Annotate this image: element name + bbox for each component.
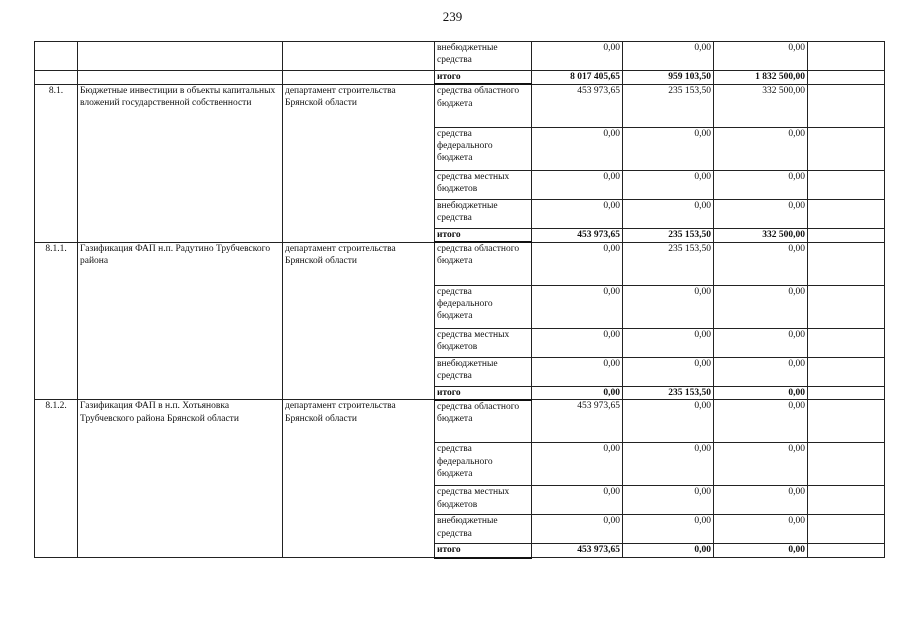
item-executor: департамент строительства Брянской области (283, 242, 435, 400)
source-cell: средства областного бюджета (435, 400, 532, 443)
extra-cell (808, 515, 885, 544)
source-row (35, 242, 885, 285)
value-cell: 0,00 (623, 443, 714, 486)
value-cell: 0,00 (623, 515, 714, 544)
value-cell: 0,00 (714, 486, 808, 515)
value-cell: 0,00 (532, 127, 623, 170)
source-row (35, 400, 885, 443)
value-cell: 332 500,00 (714, 84, 808, 127)
source-cell: внебюджетные средства (435, 357, 532, 386)
name-cell (78, 71, 283, 85)
extra-cell (808, 170, 885, 199)
extra-cell (808, 84, 885, 127)
value-cell: 453 973,65 (532, 544, 623, 558)
item-name: Бюджетные инвестиции в объекты капитальных вложений государственной собственности (78, 84, 283, 242)
extra-cell (808, 486, 885, 515)
extra-cell (808, 127, 885, 170)
value-cell: 0,00 (623, 400, 714, 443)
value-cell: 235 153,50 (623, 242, 714, 285)
value-cell: 0,00 (532, 285, 623, 328)
value-cell: 453 973,65 (532, 400, 623, 443)
executor-cell (283, 71, 435, 85)
value-cell: 235 153,50 (623, 84, 714, 127)
source-cell: итого (435, 71, 532, 85)
source-cell: внебюджетные средства (435, 199, 532, 228)
source-cell: средства местных бюджетов (435, 328, 532, 357)
source-cell: средства федерального бюджета (435, 443, 532, 486)
item-code: 8.1.1. (35, 242, 78, 400)
extra-cell (808, 285, 885, 328)
total-row (35, 71, 885, 85)
extra-cell (808, 71, 885, 85)
value-cell: 453 973,65 (532, 228, 623, 242)
value-cell: 1 832 500,00 (714, 71, 808, 85)
budget-table (34, 41, 885, 559)
extra-cell (808, 42, 885, 71)
value-cell: 0,00 (532, 486, 623, 515)
value-cell: 332 500,00 (714, 228, 808, 242)
value-cell: 0,00 (714, 127, 808, 170)
value-cell: 0,00 (623, 199, 714, 228)
value-cell: 0,00 (623, 127, 714, 170)
value-cell: 0,00 (714, 285, 808, 328)
extra-cell (808, 544, 885, 558)
item-name: Газификация ФАП в н.п. Хотьяновка Трубчевского района Брянской области (78, 400, 283, 558)
value-cell: 0,00 (532, 443, 623, 486)
extra-cell (808, 242, 885, 285)
value-cell: 0,00 (714, 328, 808, 357)
extra-cell (808, 228, 885, 242)
source-row (35, 42, 885, 71)
value-cell: 235 153,50 (623, 386, 714, 400)
value-cell: 0,00 (623, 42, 714, 71)
value-cell: 0,00 (714, 170, 808, 199)
source-cell: средства местных бюджетов (435, 486, 532, 515)
code-cell (35, 71, 78, 85)
value-cell: 0,00 (623, 328, 714, 357)
value-cell: 0,00 (532, 170, 623, 199)
value-cell: 0,00 (714, 357, 808, 386)
value-cell: 0,00 (714, 42, 808, 71)
source-cell: средства федерального бюджета (435, 127, 532, 170)
source-cell: итого (435, 228, 532, 242)
value-cell: 0,00 (532, 328, 623, 357)
extra-cell (808, 400, 885, 443)
value-cell: 0,00 (623, 357, 714, 386)
source-cell: итого (435, 386, 532, 400)
value-cell: 0,00 (714, 199, 808, 228)
extra-cell (808, 386, 885, 400)
value-cell: 0,00 (532, 515, 623, 544)
value-cell: 0,00 (532, 357, 623, 386)
source-cell: внебюджетные средства (435, 515, 532, 544)
value-cell: 0,00 (714, 443, 808, 486)
item-name: Газификация ФАП н.п. Радутино Трубчевского района (78, 242, 283, 400)
value-cell: 0,00 (623, 544, 714, 558)
value-cell: 8 017 405,65 (532, 71, 623, 85)
source-cell: средства областного бюджета (435, 84, 532, 127)
executor-cell (283, 42, 435, 71)
source-cell: средства местных бюджетов (435, 170, 532, 199)
value-cell: 0,00 (623, 170, 714, 199)
item-executor: департамент строительства Брянской области (283, 84, 435, 242)
source-cell: средства федерального бюджета (435, 285, 532, 328)
value-cell: 0,00 (714, 544, 808, 558)
value-cell: 0,00 (532, 42, 623, 71)
code-cell (35, 42, 78, 71)
value-cell: 0,00 (714, 400, 808, 443)
item-code: 8.1. (35, 84, 78, 242)
value-cell: 0,00 (714, 242, 808, 285)
value-cell: 0,00 (714, 515, 808, 544)
extra-cell (808, 357, 885, 386)
extra-cell (808, 199, 885, 228)
value-cell: 0,00 (623, 285, 714, 328)
source-row (35, 84, 885, 127)
extra-cell (808, 328, 885, 357)
page-number: 239 (442, 9, 463, 24)
value-cell: 0,00 (714, 386, 808, 400)
source-cell: средства областного бюджета (435, 242, 532, 285)
name-cell (78, 42, 283, 71)
item-code: 8.1.2. (35, 400, 78, 558)
source-cell: итого (435, 544, 532, 558)
value-cell: 235 153,50 (623, 228, 714, 242)
value-cell: 0,00 (623, 486, 714, 515)
value-cell: 0,00 (532, 242, 623, 285)
item-executor: департамент строительства Брянской области (283, 400, 435, 558)
value-cell: 453 973,65 (532, 84, 623, 127)
extra-cell (808, 443, 885, 486)
value-cell: 0,00 (532, 199, 623, 228)
value-cell: 0,00 (532, 386, 623, 400)
value-cell: 959 103,50 (623, 71, 714, 85)
source-cell: внебюджетные средства (435, 42, 532, 71)
